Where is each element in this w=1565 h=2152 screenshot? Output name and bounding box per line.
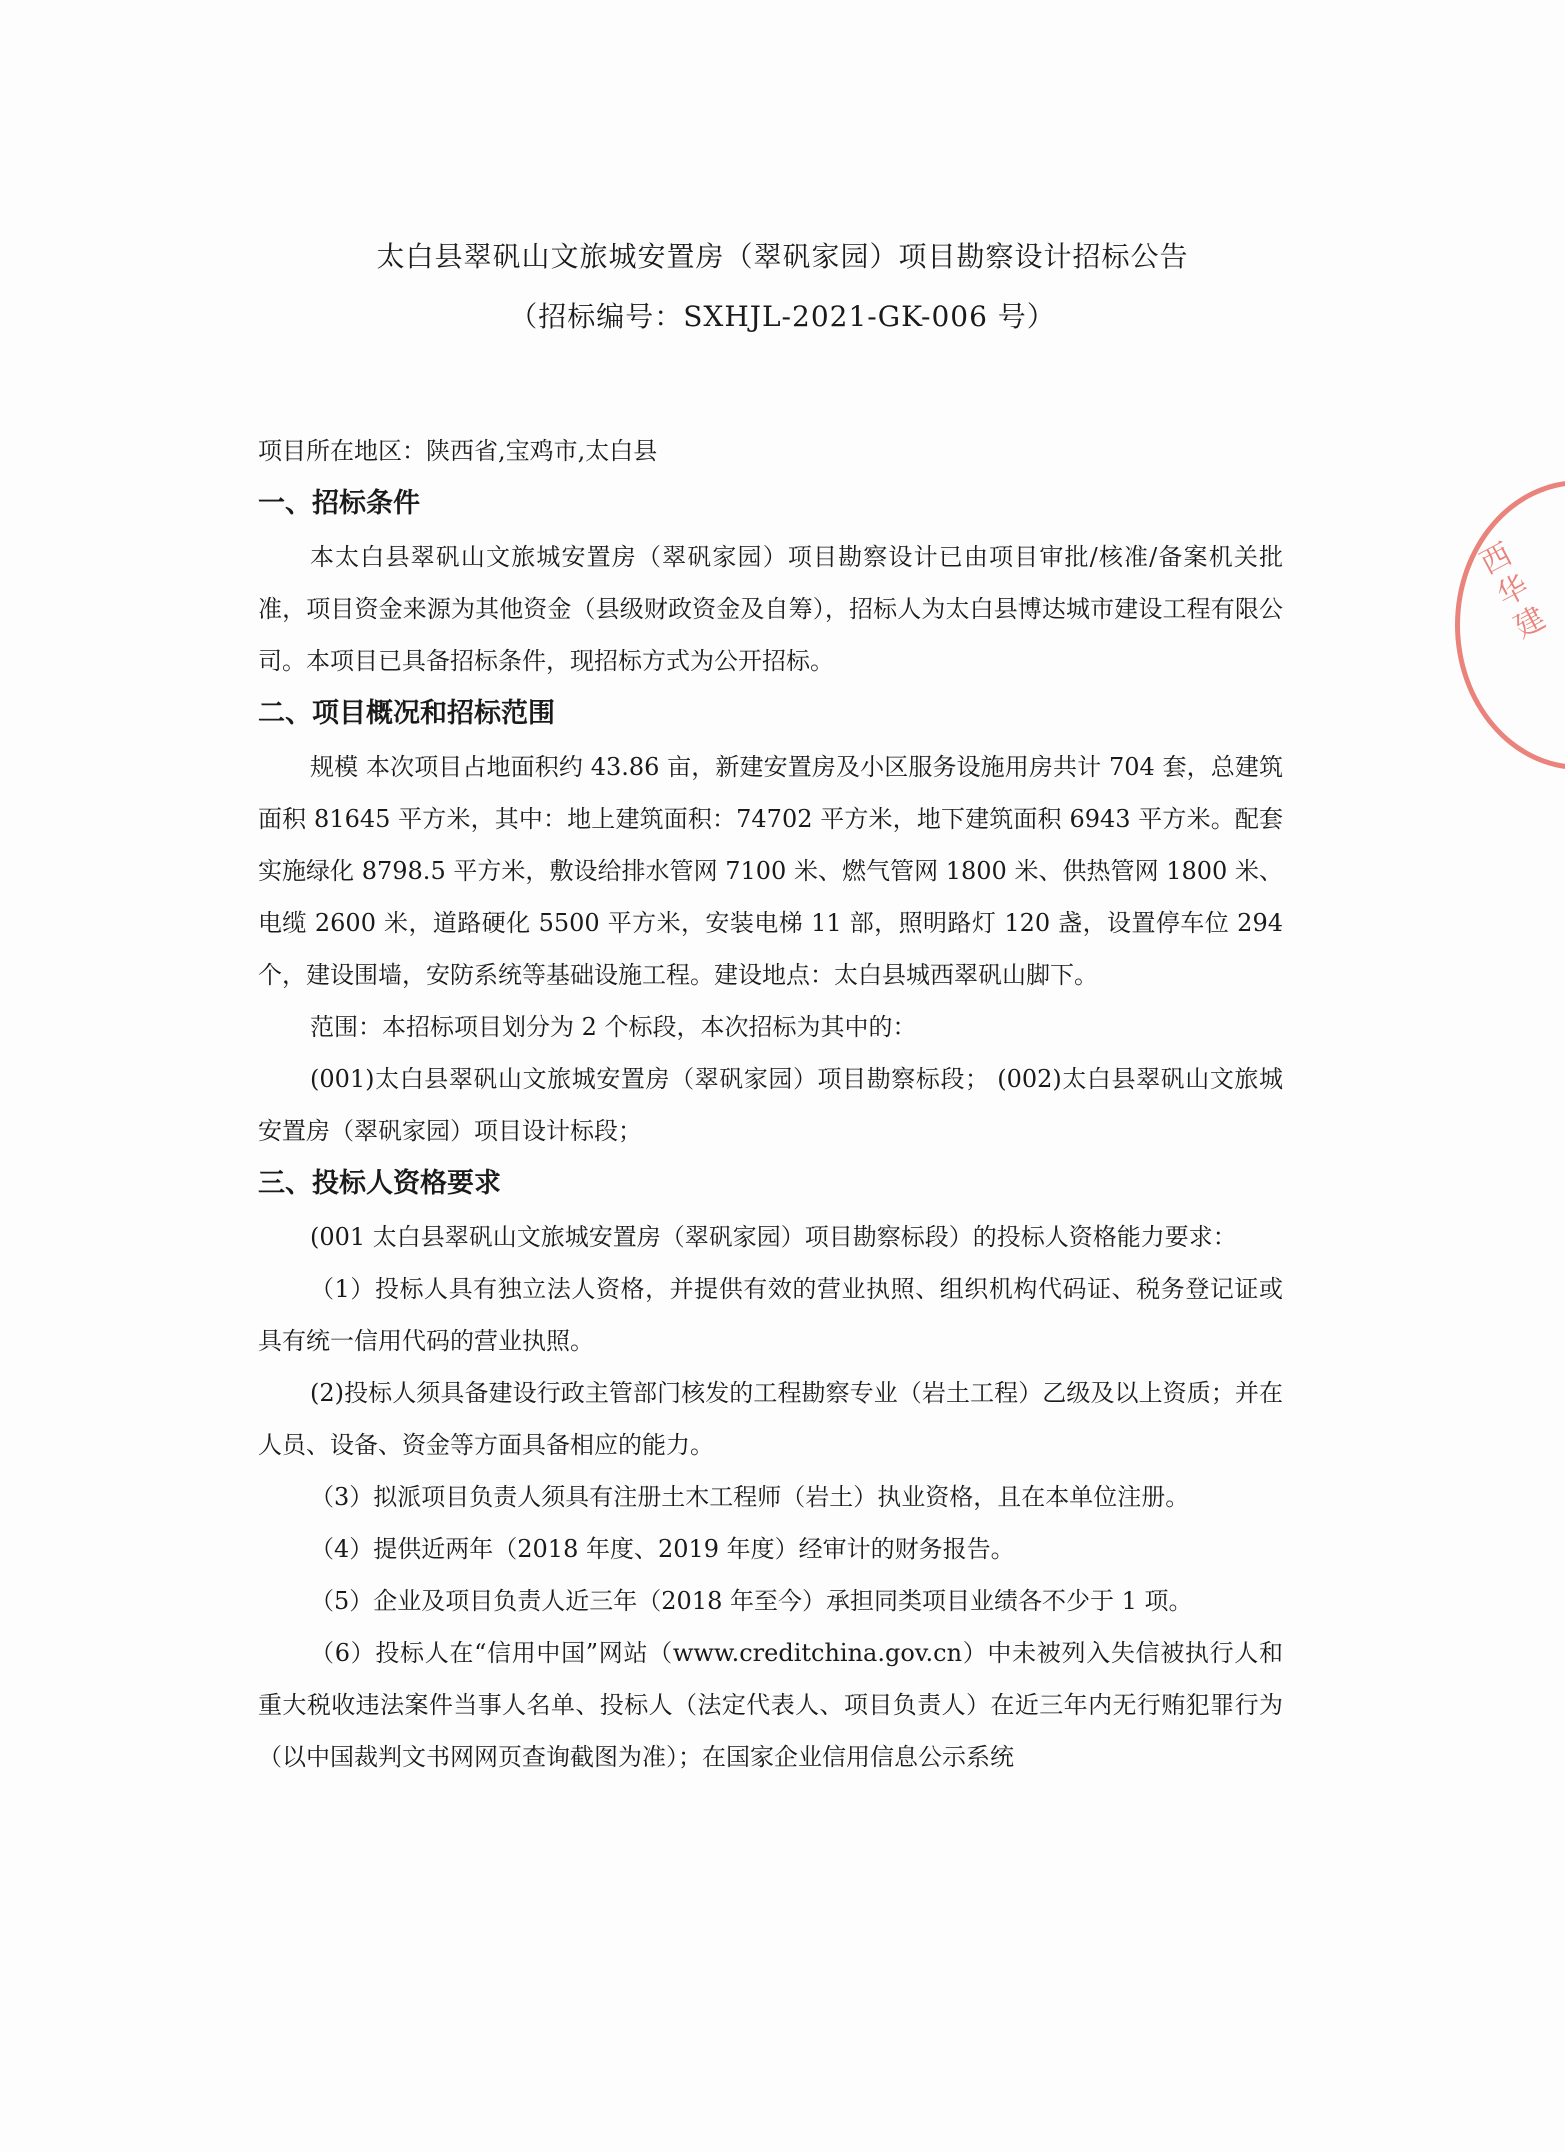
- paragraph: （3）拟派项目负责人须具有注册土木工程师（岩土）执业资格，且在本单位注册。: [310, 1483, 1190, 1511]
- paragraph: (2)投标人须具备建设行政主管部门核发的工程勘察专业（岩土工程）乙级及以上资质；并在人员、设备、资金等方面具备相应的能力。: [258, 1379, 1283, 1459]
- paragraph: （4）提供近两年（2018 年度、2019 年度）经审计的财务报告。: [310, 1535, 1015, 1563]
- paragraph: 规模 本次项目占地面积约 43.86 亩，新建安置房及小区服务设施用房共计 704 套，总建筑面积 81645 平方米，其中：地上建筑面积：74702 平方米，地下建筑面积 6943 平方米。配套实施绿化 8798.5 平方米，敷设给排水管网 7100 米、燃气管网 1800 米、供热管网 1800 米、电缆 2600 米，道路硬化 5500 平方米，安装电梯 11 部，照明路灯 120 盏，设置停车位 294 个，建设围墙，安防系统等基础设施工程。建设地点：太白县城西翠矾山脚下。: [258, 753, 1283, 989]
- document-subtitle: （招标编号：SXHJL-2021-GK-006 号）: [509, 300, 1056, 333]
- paragraph: (001)太白县翠矾山文旅城安置房（翠矾家园）项目勘察标段； (002)太白县翠矾山文旅城安置房（翠矾家园）项目设计标段；: [258, 1065, 1283, 1145]
- section-heading: 三、投标人资格要求: [258, 1168, 501, 1199]
- document-body: [258, 425, 1283, 1783]
- paragraph: （6）投标人在“信用中国”网站（www.creditchina.gov.cn）中未被列入失信被执行人和重大税收违法案件当事人名单、投标人（法定代表人、项目负责人）在近三年内无行贿犯罪行为（以中国裁判文书网网页查询截图为准）；在国家企业信用信息公示系统: [258, 1639, 1283, 1771]
- document-title: 太白县翠矾山文旅城安置房（翠矾家园）项目勘察设计招标公告: [376, 240, 1189, 273]
- paragraph: （5）企业及项目负责人近三年（2018 年至今）承担同类项目业绩各不少于 1 项。: [310, 1587, 1193, 1615]
- section-heading: 二、项目概况和招标范围: [258, 698, 555, 729]
- paragraph: (001 太白县翠矾山文旅城安置房（翠矾家园）项目勘察标段）的投标人资格能力要求：: [310, 1223, 1237, 1251]
- paragraph: 范围：本招标项目划分为 2 个标段，本次招标为其中的：: [310, 1013, 917, 1041]
- section-heading: 一、招标条件: [258, 488, 420, 519]
- seal-text: 西华建: [1469, 537, 1552, 650]
- paragraph: （1）投标人具有独立法人资格，并提供有效的营业执照、组织机构代码证、税务登记证或具有统一信用代码的营业执照。: [258, 1275, 1283, 1355]
- paragraph: 本太白县翠矾山文旅城安置房（翠矾家园）项目勘察设计已由项目审批/核准/备案机关批准，项目资金来源为其他资金（县级财政资金及自筹），招标人为太白县博达城市建设工程有限公司。本项目已具备招标条件，现招标方式为公开招标。: [258, 543, 1283, 675]
- project-location: 项目所在地区：陕西省,宝鸡市,太白县: [258, 437, 658, 465]
